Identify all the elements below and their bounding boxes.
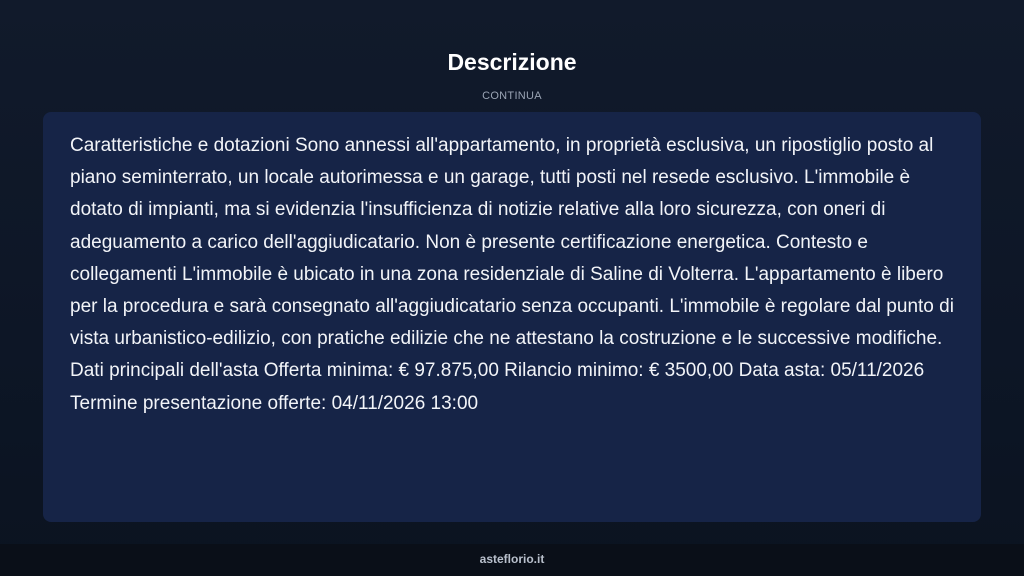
- page-title: Descrizione: [447, 49, 577, 75]
- description-text: Caratteristiche e dotazioni Sono annessi all'appartamento, in proprietà esclusiva, un ripostiglio posto al piano seminterrato, un locale autorimessa e un garage, tutti posti nel resede esclusivo. L'immobile è dotato di impianti, ma si evidenzia l'insufficienza di notizie relative alla loro sicurezza, con oneri di adeguamento a carico dell'aggiudicatario. Non è presente certificazione energetica. Contesto e collegamenti L'immobile è ubicato in una zona residenziale di Saline di Volterra. L'appartamento è libero per la procedura e sarà consegnato all'aggiudicatario senza occupanti. L'immobile è regolare dal punto di vista urbanistico-edilizio, con pratiche edilizie che ne attestano la costruzione e le successive modifiche. Dati principali dell'asta Offerta minima: € 97.875,00 Rilancio minimo: € 3500,00 Data asta: 05/11/2026 Termine presentazione offerte: 04/11/2026 13:00: [70, 135, 954, 414]
- description-card: [43, 112, 981, 522]
- site-name: asteflorio.it: [479, 552, 545, 566]
- footer-bar: [0, 544, 1024, 576]
- continue-label: CONTINUA: [482, 90, 542, 102]
